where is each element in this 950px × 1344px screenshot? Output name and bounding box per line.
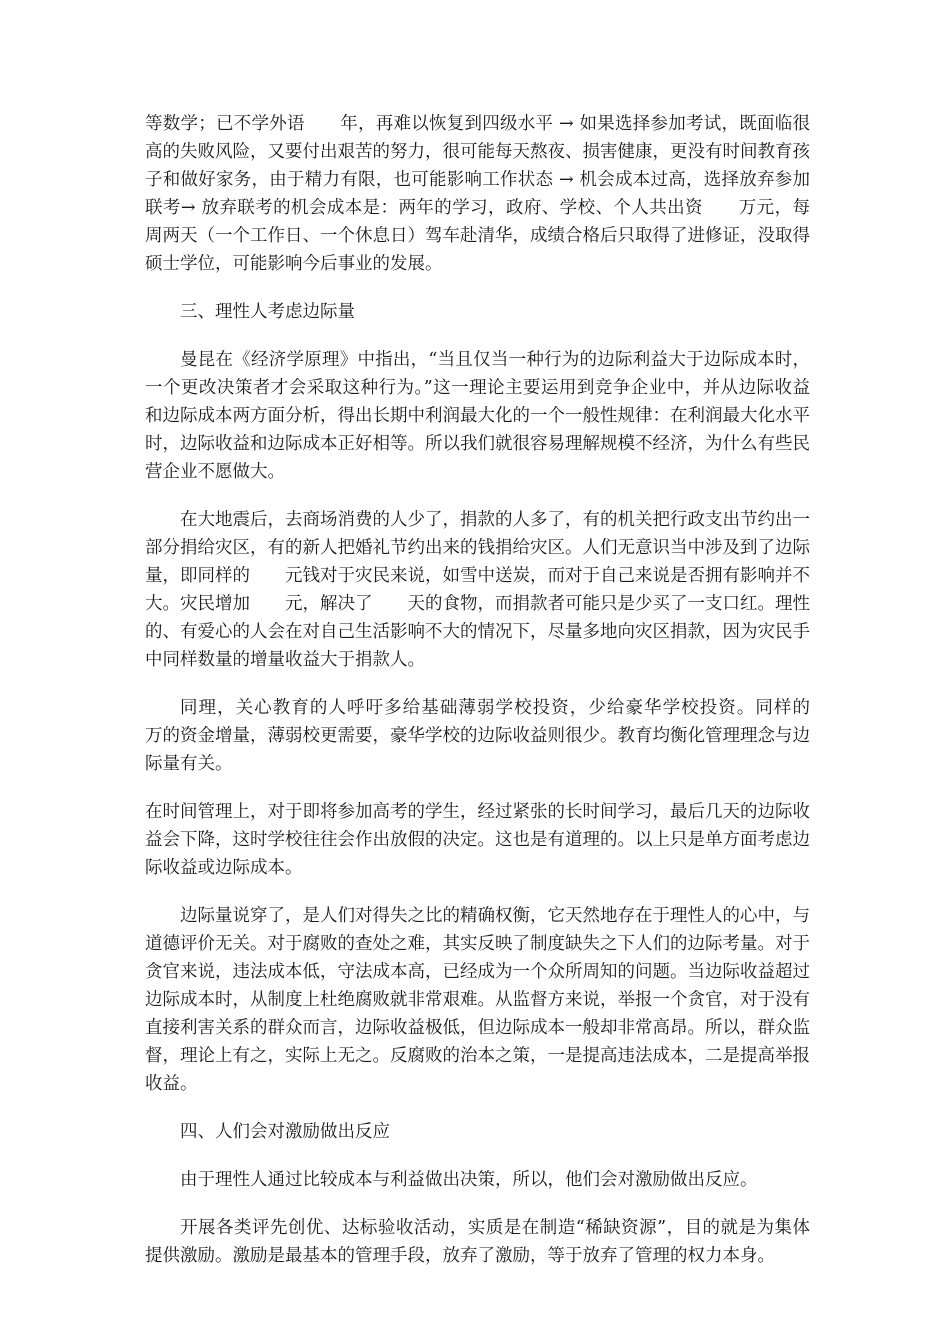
paragraph-corruption: 边际量说穿了，是人们对得失之比的精确权衡，它天然地存在于理性人的心中，与道德评价无关。对于腐败的查处之难，其实反映了制度缺失之下人们的边际考量。对于贪官来说，违法成本低，守法成本高，已经成为一个众所周知的问题。当边际收益超过边际成本时，从制度上杜绝腐败就非常艰难。从监督方来说，举报一个贪官，对于没有直接利害关系的群众而言，边际收益极低，但边际成本一般却非常高昂。所以，群众监督，理论上有之，实际上无之。反腐败的治本之策，一是提高违法成本，二是提高举报收益。 [145, 906, 810, 1094]
paragraph-time-management: 在时间管理上，对于即将参加高考的学生，经过紧张的长时间学习，最后几天的边际收益会下降，这时学校往往会作出放假的决定。这也是有道理的。以上只是单方面考虑边际收益或边际成本。 [145, 802, 810, 878]
paragraph-awards: 开展各类评先创优、达标验收活动，实质是在制造“稀缺资源”，目的就是为集体提供激励。激励是最基本的管理手段，放弃了激励，等于放弃了管理的权力本身。 [145, 1218, 810, 1266]
document-body [145, 110, 845, 1290]
paragraph-opportunity-cost: 等数学；已不学外语 年，再难以恢复到四级水平 → 如果选择参加考试，既面临很高的失败风险，又要付出艰苦的努力，很可能每天熬夜、损害健康，更没有时间教育孩子和做好家务，由于精力有限，也可能影响工作状态 → 机会成本过高，选择放弃参加联考→ 放弃联考的机会成本是：两年的学习，政府、学校、个人共出资 万元，每周两天（一个工作日、一个休息日）驾车赴清华，成绩合格后只取得了进修证，没取得硕士学位，可能影响今后事业的发展。 [145, 114, 810, 274]
paragraph-education: 同理，关心教育的人呼吁多给基础薄弱学校投资，少给豪华学校投资。同样的 万的资金增量，薄弱校更需要，豪华学校的边际收益则很少。教育均衡化管理理念与边际量有关。 [145, 698, 845, 774]
paragraph-incentive-response: 由于理性人通过比较成本与利益做出决策，所以，他们会对激励做出反应。 [180, 1170, 758, 1190]
section-heading-marginal: 三、理性人考虑边际量 [180, 302, 355, 322]
paragraph-earthquake: 在大地震后，去商场消费的人少了，捐款的人多了，有的机关把行政支出节约出一部分捐给灾区，有的新人把婚礼节约出来的钱捐给灾区。人们无意识当中涉及到了边际量，即同样的 元钱对于灾民来说，如雪中送炭，而对于自己来说是否拥有影响并不大。灾民增加 元，解决了 天的食物，而捐款者可能只是少买了一支口红。理性的、有爱心的人会在对自己生活影响不大的情况下，尽量多地向灾区捐款，因为灾民手中同样数量的增量收益大于捐款人。 [145, 510, 810, 670]
paragraph-mankiw: 曼昆在《经济学原理》中指出，“当且仅当一种行为的边际利益大于边际成本时，一个更改决策者才会采取这种行为。”这一理论主要运用到竞争企业中，并从边际收益和边际成本两方面分析，得出长期中利润最大化的一个一般性规律：在利润最大化水平时，边际收益和边际成本正好相等。所以我们就很容易理解规模不经济，为什么有些民营企业不愿做大。 [145, 350, 810, 482]
section-heading-incentives: 四、人们会对激励做出反应 [180, 1122, 390, 1142]
